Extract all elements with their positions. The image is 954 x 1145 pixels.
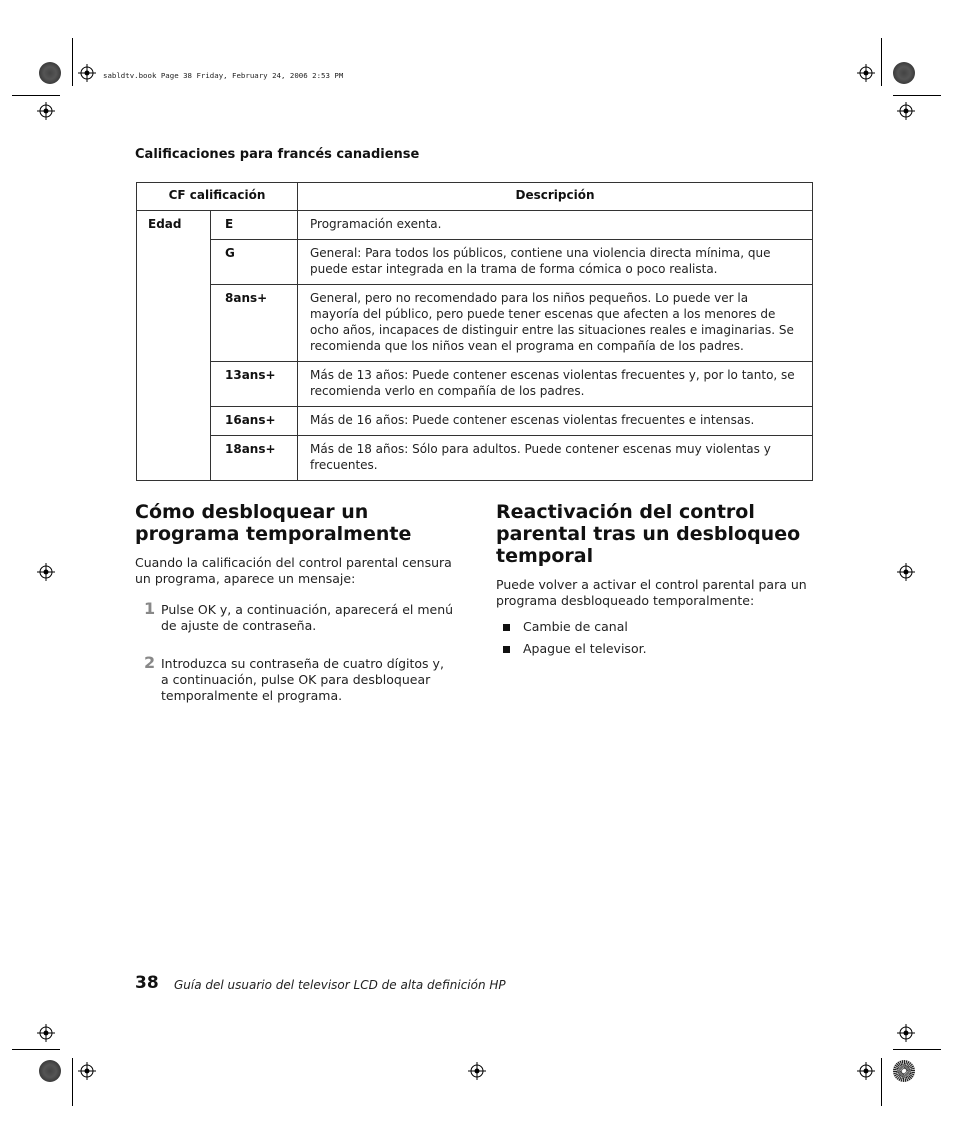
ratings-table (136, 182, 813, 481)
step-item (135, 599, 455, 634)
reactivate-section (496, 501, 816, 663)
bullet-square-icon (503, 646, 510, 653)
color-dial-icon (39, 1060, 61, 1082)
list-item-text: Cambie de canal (523, 619, 628, 634)
unlock-intro: Cuando la calificación del control parental censura un programa, aparece un mensaje: (135, 555, 452, 586)
step-number: 1 (144, 599, 156, 618)
reactivate-intro: Puede volver a activar el control parental para un programa desbloqueado temporalmente: (496, 577, 807, 608)
rating-description: Más de 18 años: Sólo para adultos. Puede contener escenas muy violentas y frecuentes. (298, 436, 813, 481)
table-header-row (137, 183, 813, 211)
registration-mark-icon (857, 1062, 875, 1080)
rating-code: 13ans+ (211, 362, 298, 407)
page-number: 38 (135, 973, 159, 993)
print-slug: sabldtv.book Page 38 Friday, February 24, 2006 2:53 PM (103, 71, 344, 80)
list-item-text: Apague el televisor. (523, 641, 647, 656)
crop-mark (893, 1049, 941, 1050)
bullet-square-icon (503, 624, 510, 631)
registration-mark-icon (37, 102, 55, 120)
step-text: Pulse OK y, a continuación, aparecerá el menú de ajuste de contraseña. (161, 602, 454, 633)
crop-mark (893, 95, 941, 96)
crop-mark (12, 1049, 60, 1050)
table-row (137, 407, 813, 436)
registration-mark-icon (897, 102, 915, 120)
table-row (137, 240, 813, 285)
color-dial-icon (893, 62, 915, 84)
rating-description: Programación exenta. (298, 211, 813, 240)
registration-mark-icon (37, 563, 55, 581)
registration-mark-icon (857, 64, 875, 82)
rating-code: 16ans+ (211, 407, 298, 436)
table-row (137, 211, 813, 240)
rating-code: 18ans+ (211, 436, 298, 481)
list-item (496, 619, 816, 635)
registration-mark-icon (78, 1062, 96, 1080)
crop-mark (881, 1058, 882, 1106)
step-item (135, 653, 455, 704)
column-header-rating: CF calificación (137, 183, 298, 211)
rating-description: General, pero no recomendado para los niños pequeños. Lo puede ver la mayoría del público, pero puede tener escenas que afecten a los menores de ocho años, incapaces de distinguir entre las situaciones reales e imaginarias. Se recomienda que los niños vean el programa en compañía de los padres. (298, 285, 813, 362)
reactivate-list (496, 619, 816, 657)
section-title: Calificaciones para francés canadiense (135, 147, 420, 162)
reactivate-heading: Reactivación del control parental tras un desbloqueo temporal (496, 501, 801, 567)
step-text: Introduzca su contraseña de cuatro dígitos y, a continuación, pulse OK para desbloquear temporalmente el programa. (161, 656, 444, 703)
rating-code: 8ans+ (211, 285, 298, 362)
registration-mark-icon (897, 563, 915, 581)
rating-description: Más de 16 años: Puede contener escenas violentas frecuentes e intensas. (298, 407, 813, 436)
crop-mark (72, 38, 73, 86)
rating-description: Más de 13 años: Puede contener escenas violentas frecuentes y, por lo tanto, se recomienda verlo en compañía de los padres. (298, 362, 813, 407)
rating-description: General: Para todos los públicos, contiene una violencia directa mínima, que puede estar integrada en la trama de forma cómica o poco realista. (298, 240, 813, 285)
registration-mark-icon (897, 1024, 915, 1042)
footer-title: Guía del usuario del televisor LCD de alta definición HP (174, 978, 506, 992)
age-group-label: Edad (137, 211, 211, 481)
unlock-section (135, 501, 455, 704)
column-header-description: Descripción (298, 183, 813, 211)
registration-mark-icon (78, 64, 96, 82)
crop-mark (72, 1058, 73, 1106)
color-dial-icon (893, 1060, 915, 1082)
registration-mark-icon (37, 1024, 55, 1042)
table-row (137, 362, 813, 407)
list-item (496, 641, 816, 657)
unlock-heading: Cómo desbloquear un programa temporalmente (135, 501, 412, 545)
step-number: 2 (144, 653, 156, 672)
table-row (137, 436, 813, 481)
table-row (137, 285, 813, 362)
rating-code: E (211, 211, 298, 240)
rating-code: G (211, 240, 298, 285)
crop-mark (881, 38, 882, 86)
color-dial-icon (39, 62, 61, 84)
registration-mark-icon (468, 1062, 486, 1080)
crop-mark (12, 95, 60, 96)
